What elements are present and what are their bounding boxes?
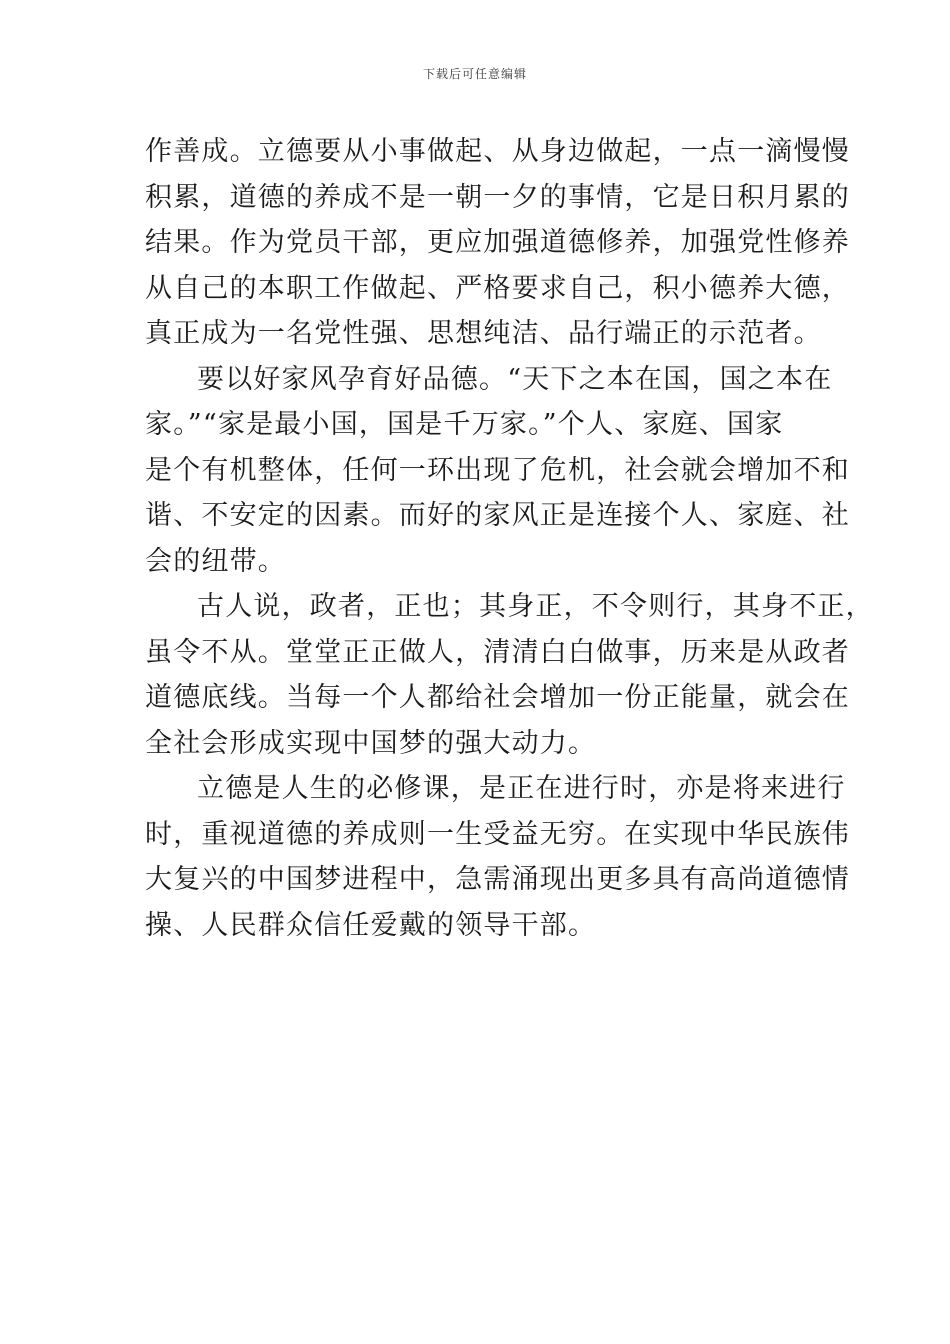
text-line: 谐、不安定的因素。而好的家风正是连接个人、家庭、社 bbox=[145, 500, 850, 531]
text-line: 积累，道德的养成不是一朝一夕的事情，它是日积月累的 bbox=[145, 181, 850, 213]
paragraph bbox=[145, 357, 850, 585]
text-line: 家。”“家是最小国，国是千万家。”个人、家庭、国家 bbox=[145, 409, 784, 440]
text-line: 会的纽带。 bbox=[145, 545, 286, 577]
text-line: 时，重视道德的养成则一生受益无穷。在实现中华民族伟 bbox=[145, 818, 850, 850]
page-header: 下载后可任意编辑 bbox=[422, 67, 527, 81]
paragraph bbox=[145, 129, 850, 357]
document-body bbox=[145, 129, 874, 948]
text-line: 要以好家风孕育好品德。“天下之本在国，国之本在 bbox=[197, 363, 833, 395]
text-line: 结果。作为党员干部，更应加强道德修养，加强党性修养 bbox=[145, 227, 850, 258]
text-line: 真正成为一名党性强、思想纯洁、品行端正的示范者。 bbox=[145, 318, 822, 349]
text-line: 是个有机整体，任何一环出现了危机，社会就会增加不和 bbox=[145, 454, 850, 486]
text-line: 古人说，政者，正也；其身正，不令则行，其身不正， bbox=[197, 591, 874, 622]
text-line: 操、人民群众信任爱戴的领导干部。 bbox=[145, 909, 597, 941]
text-line: 大复兴的中国梦进程中，急需涌现出更多具有高尚道德情 bbox=[145, 864, 850, 895]
text-line: 全社会形成实现中国梦的强大动力。 bbox=[145, 727, 597, 759]
text-line: 作善成。立德要从小事做起、从身边做起，一点一滴慢慢 bbox=[145, 136, 850, 167]
text-line: 从自己的本职工作做起、严格要求自己，积小德养大德， bbox=[145, 272, 850, 304]
text-line: 虽令不从。堂堂正正做人，清清白白做事，历来是从政者 bbox=[145, 636, 850, 668]
paragraph bbox=[145, 584, 874, 766]
paragraph bbox=[145, 766, 850, 948]
text-line: 道德底线。当每一个人都给社会增加一份正能量，就会在 bbox=[145, 682, 850, 713]
text-line: 立德是人生的必修课，是正在进行时，亦是将来进行 bbox=[197, 773, 846, 804]
